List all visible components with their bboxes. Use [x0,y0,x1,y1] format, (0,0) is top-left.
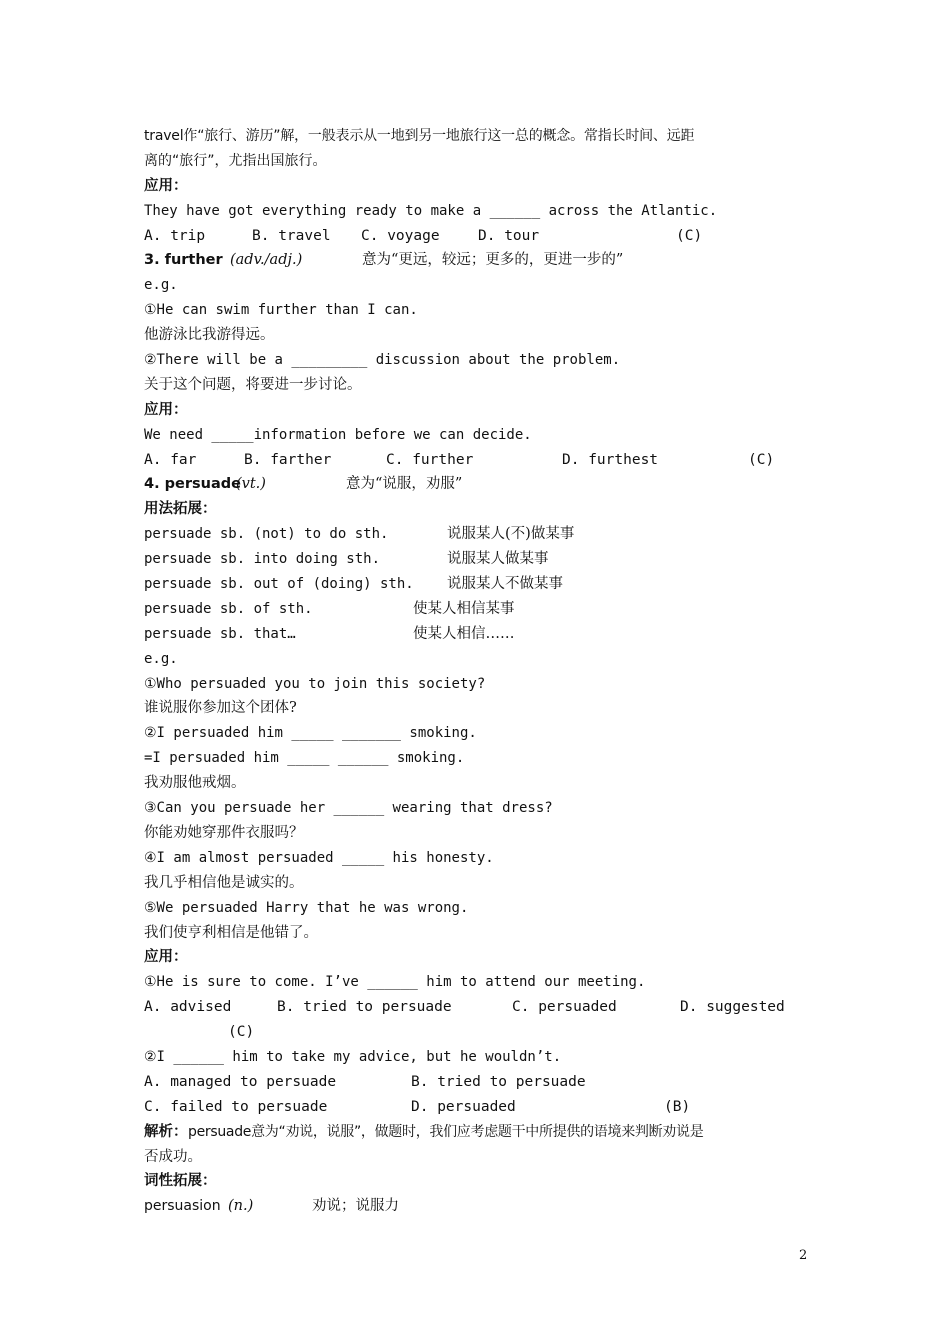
option-c: C. further [386,451,474,468]
example-1-cn: 他游泳比我游得远。 [144,327,275,344]
question-1-options [144,224,808,249]
apply-heading: 应用： [144,177,188,194]
persuade-example-2b-en: =I persuaded him _____ ______ smoking. [144,750,465,767]
usage-cn: 使某人相信…… [413,625,515,642]
usage-row [144,547,808,572]
question-4-options-row-2 [144,1095,808,1120]
usage-cn: 说服某人不做某事 [447,576,563,593]
option-b: B. tried to persuade [277,999,452,1016]
analysis-line-2: 否成功。 [144,1148,202,1165]
option-c: C. failed to persuade [144,1098,328,1115]
answer: (C) [676,227,703,244]
persuade-example-4-cn: 我几乎相信他是诚实的。 [144,874,304,891]
meaning: 意为“说服，劝服” [346,476,463,493]
persuade-example-1-cn: 谁说服你参加这个团体? [144,700,297,717]
option-b: B. tried to persuade [411,1073,586,1090]
travel-definition-line-2: 离的“旅行”，尤指出国旅行。 [144,152,327,169]
analysis-line-1 [144,1120,808,1145]
wordform-word: persuasion [144,1198,221,1215]
usage-row [144,522,808,547]
heading-persuade [144,472,808,497]
part-of-speech: (adv./adj.) [230,252,303,269]
part-of-speech: (vt.) [236,476,266,493]
meaning: 意为“更远，较远；更多的，更进一步的” [362,252,624,269]
wordform-pos: (n.) [228,1198,254,1215]
heading-further [144,248,808,273]
heading-word: 4. persuade [144,476,241,493]
usage-cn: 使某人相信某事 [413,600,515,617]
usage-cn: 说服某人(不)做某事 [447,526,575,543]
eg-label: e.g. [144,277,178,294]
analysis-text: persuade意为“劝说，说服”，做题时，我们应考虑题干中所提供的语境来判断劝说是 [188,1123,704,1140]
usage-en: persuade sb. of sth. [144,600,313,617]
question-2: We need _____information before we can decide. [144,426,532,443]
option-a: A. managed to persuade [144,1073,337,1090]
answer: (C) [228,1024,255,1041]
persuade-example-3-cn: 你能劝她穿那件衣服吗？ [144,824,304,841]
example-2-cn: 关于这个问题，将要进一步讨论。 [144,376,362,393]
option-a: A. trip [144,227,206,244]
persuade-example-3-en: ③Can you persuade her ______ wearing that dress? [144,800,553,817]
usage-row [144,572,808,597]
eg-label: e.g. [144,650,178,667]
apply-heading: 应用： [144,949,188,966]
usage-en: persuade sb. (not) to do sth. [144,526,389,543]
question-2-options [144,448,808,473]
question-3-answer-row [144,1020,808,1045]
question-4: ②I ______ him to take my advice, but he wouldn’t. [144,1048,562,1065]
question-1: They have got everything ready to make a ______ across the Atlantic. [144,202,718,219]
persuade-example-2-cn: 我劝服他戒烟。 [144,775,246,792]
document-body [144,124,808,1219]
option-a: A. advised [144,999,232,1016]
usage-en: persuade sb. that… [144,625,296,642]
persuade-example-1-en: ①Who persuaded you to join this society? [144,675,486,692]
option-b: B. travel [252,227,331,244]
usage-en: persuade sb. into doing sth. [144,551,381,568]
apply-heading: 应用： [144,401,188,418]
usage-cn: 说服某人做某事 [447,551,549,568]
option-b: B. farther [244,451,332,468]
option-d: D. suggested [680,999,785,1016]
persuade-example-4-en: ④I am almost persuaded _____ his honesty. [144,849,494,866]
usage-heading: 用法拓展： [144,501,217,518]
usage-row [144,597,808,622]
example-1-en: ①He can swim further than I can. [144,302,418,319]
travel-definition-line-1: travel作“旅行、游历”解，一般表示从一地到另一地旅行这一总的概念。常指长时间、远距 [144,128,695,144]
heading-word: 3. further [144,252,223,269]
option-d: D. tour [478,227,540,244]
option-c: C. voyage [361,227,440,244]
persuade-example-2-en: ②I persuaded him _____ _______ smoking. [144,725,477,742]
question-4-options-row-1 [144,1070,808,1095]
persuade-example-5-cn: 我们使亨利相信是他错了。 [144,924,318,941]
answer: (C) [748,451,775,468]
wordform-row [144,1194,808,1219]
persuade-example-5-en: ⑤We persuaded Harry that he was wrong. [144,899,469,916]
wordform-heading: 词性拓展： [144,1173,217,1190]
option-c: C. persuaded [512,999,617,1016]
option-a: A. far [144,451,197,468]
usage-row [144,622,808,647]
question-3-options [144,995,808,1020]
example-2-en: ②There will be a _________ discussion about the problem. [144,352,621,369]
wordform-meaning: 劝说；说服力 [312,1198,399,1215]
question-3: ①He is sure to come. I’ve ______ him to attend our meeting. [144,974,646,991]
usage-en: persuade sb. out of (doing) sth. [144,576,414,593]
analysis-label: 解析： [144,1123,188,1140]
option-d: D. furthest [562,451,659,468]
option-d: D. persuaded [411,1098,516,1115]
answer: (B) [664,1098,691,1115]
page-number: 2 [799,1248,808,1263]
